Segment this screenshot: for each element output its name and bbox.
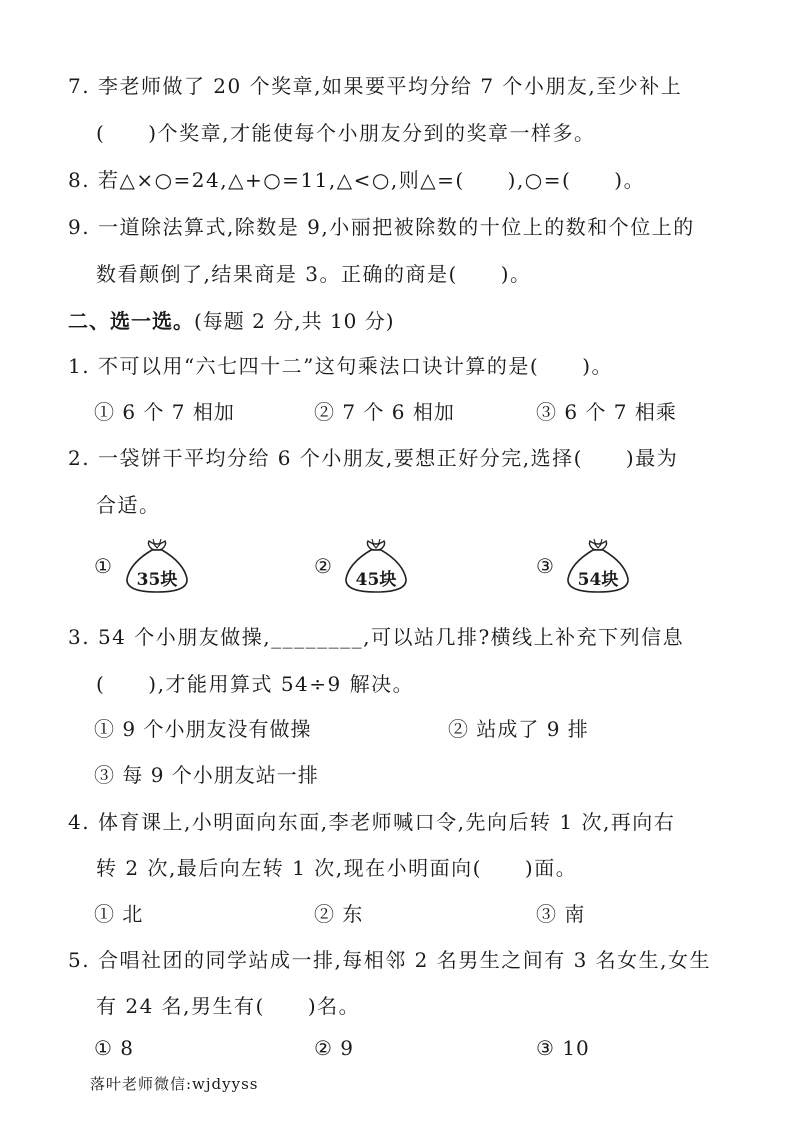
bag-label: 45块 — [355, 570, 397, 590]
mc-q1-option-3[interactable]: ③ 6 个 7 相乘 — [536, 400, 677, 424]
mc-q4-option-3[interactable]: ③ 南 — [536, 902, 586, 926]
mc-q2-option-2-marker[interactable]: ② — [314, 554, 333, 578]
mc-q2-option-3-marker[interactable]: ③ — [536, 554, 555, 578]
mc-q2-option-2-bag[interactable] — [341, 535, 411, 595]
mc-q3-option-3[interactable]: ③ 每 9 个小朋友站一排 — [94, 763, 319, 787]
mc-q3-option-2[interactable]: ② 站成了 9 排 — [448, 717, 589, 741]
mc-q4-stem-line2: 转 2 次,最后向左转 1 次,现在小明面向( )面。 — [96, 856, 578, 880]
q8-line1: 8. 若△×○=24,△+○=11,△<○,则△=( ),○=( )。 — [68, 168, 646, 192]
q7-line1: 7. 李老师做了 20 个奖章,如果要平均分给 7 个小朋友,至少补上 — [68, 74, 683, 98]
bag-label: 35块 — [136, 570, 178, 590]
mc-q4-option-1[interactable]: ① 北 — [94, 902, 144, 926]
q9-line1: 9. 一道除法算式,除数是 9,小丽把被除数的十位上的数和个位上的 — [68, 215, 695, 239]
mc-q2-option-3-bag[interactable] — [563, 535, 633, 595]
mc-q4-option-2[interactable]: ② 东 — [314, 902, 364, 926]
mc-q5-option-2[interactable]: ② 9 — [314, 1036, 355, 1060]
mc-q5-stem-line1: 5. 合唱社团的同学站成一排,每相邻 2 名男生之间有 3 名女生,女生 — [68, 948, 712, 972]
mc-q1-stem: 1. 不可以用“六七四十二”这句乘法口诀计算的是( )。 — [68, 354, 613, 378]
mc-q2-option-1-bag[interactable] — [122, 535, 192, 595]
mc-q1-option-2[interactable]: ② 7 个 6 相加 — [314, 400, 455, 424]
section2-note: (每题 2 分,共 10 分) — [194, 309, 395, 333]
mc-q2-stem-line1: 2. 一袋饼干平均分给 6 个小朋友,要想正好分完,选择( )最为 — [68, 446, 679, 470]
q9-line2: 数看颠倒了,结果商是 3。正确的商是( )。 — [96, 262, 532, 286]
mc-q3-stem-line2: ( ),才能用算式 54÷9 解决。 — [96, 672, 415, 696]
mc-q4-stem-line1: 4. 体育课上,小明面向东面,李老师喊口令,先向后转 1 次,再向右 — [68, 810, 676, 834]
section2-header — [68, 305, 395, 334]
mc-q5-option-3[interactable]: ③ 10 — [536, 1036, 590, 1060]
mc-q2-stem-line2: 合适。 — [96, 493, 161, 517]
q7-line2: ( )个奖章,才能使每个小朋友分到的奖章一样多。 — [96, 121, 596, 145]
mc-q2-option-1-marker[interactable]: ① — [94, 554, 113, 578]
footer-contact: 落叶老师微信:wjdyyss — [90, 1075, 259, 1093]
mc-q3-option-1[interactable]: ① 9 个小朋友没有做操 — [94, 717, 312, 741]
section2-title: 二、选一选。 — [68, 309, 194, 333]
mc-q5-stem-line2: 有 24 名,男生有( )名。 — [96, 994, 361, 1018]
mc-q5-option-1[interactable]: ① 8 — [94, 1036, 135, 1060]
mc-q3-stem-line1: 3. 54 个小朋友做操,________,可以站几排?横线上补充下列信息 — [68, 625, 685, 649]
bag-label: 54块 — [577, 570, 619, 590]
mc-q1-option-1[interactable]: ① 6 个 7 相加 — [94, 400, 235, 424]
